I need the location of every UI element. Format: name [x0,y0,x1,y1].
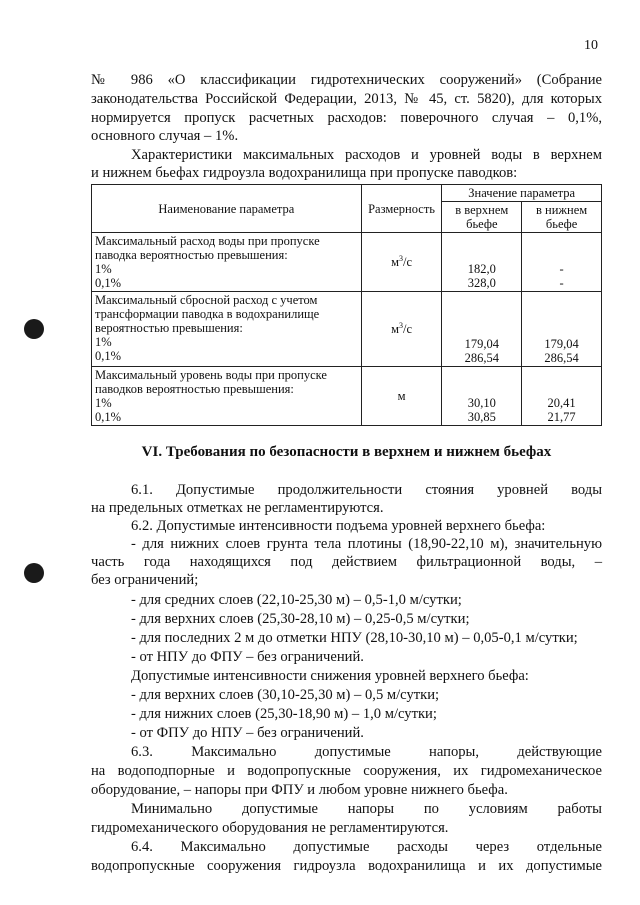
body-line: Минимально допустимые напоры по условиям работы [131,801,602,817]
unit-base: м [391,322,399,336]
unit-base: м [397,389,406,403]
body-line: часть года находящихся под действием фильтрационной воды, – [91,554,602,570]
param-name-line: Максимальный уровень воды при пропуске [95,368,327,382]
param-name-line: трансформации паводка в водохранилище [95,307,320,321]
lower-value: - [559,262,564,276]
unit-sup: 3 [398,320,403,330]
intro-line: нормируется пропуск расчетных расходов: поверочного случая – 0,1%, [91,110,602,126]
table-row [92,233,602,292]
lower-value-cell [522,367,602,426]
col-header-unit: Размерность [361,185,442,233]
upper-value: 30,85 [467,410,496,424]
body-line: 6.1. Допустимые продолжительности стояния уровней воды [131,482,602,498]
col-header-upper: в верхнем бьефе [442,202,522,233]
body-line: 6.3. Максимально допустимые напоры, действующие [131,744,602,760]
col-header-value: Значение параметра [442,185,602,202]
param-name-cell [92,233,362,292]
unit-base: м [391,255,399,269]
unit-tail: /с [402,255,413,269]
upper-value: 30,10 [467,396,496,410]
upper-value: 179,04 [464,337,499,351]
body-line: без ограничений; [91,572,199,588]
unit-sup: 3 [398,253,403,263]
parameters-table [91,184,602,426]
body-line: - от ФПУ до НПУ – без ограничений. [131,725,364,741]
param-name-line: 0,1% [95,349,122,363]
lower-value: 21,77 [547,410,576,424]
unit-tail: /с [402,322,413,336]
unit-cell [361,233,442,292]
param-name-line: паводков вероятностью превышения: [95,382,294,396]
param-name-cell [92,292,362,367]
param-name-line: паводка вероятностью превышения: [95,248,288,262]
page-number: 10 [584,38,598,53]
lower-value: 179,04 [544,337,579,351]
intro-line: законодательства Российской Федерации, 2013, № 45, ст. 5820), для которых [91,91,602,107]
table-intro-line: Характеристики максимальных расходов и уровней воды в верхнем [131,147,602,163]
upper-value-cell [442,292,522,367]
body-line: - для верхних слоев (25,30-28,10 м) – 0,25-0,5 м/сутки; [131,611,470,627]
body-line: на водоподпорные и водопропускные сооружения, их гидромеханическое [91,763,602,779]
table-row [92,367,602,426]
section-heading: VI. Требования по безопасности в верхнем и нижнем бьефах [141,444,552,460]
body-line: 6.4. Максимально допустимые расходы через отдельные [131,839,602,855]
upper-value-cell [442,367,522,426]
table-intro-line: и нижнем бьефах гидроузла водохранилища при пропуске паводков: [91,165,518,181]
body-line: - для средних слоев (22,10-25,30 м) – 0,5-1,0 м/сутки; [131,592,462,608]
intro-line: № 986 «О классификации гидротехнических сооружений» (Собрание [91,72,602,88]
body-line: гидромеханического оборудования не регламентируются. [91,820,449,836]
param-name-line: 1% [95,396,112,410]
param-name-line: Максимальный расход воды при пропуске [95,234,320,248]
punch-hole-marker [24,563,44,583]
body-line: оборудование, – напоры при ФПУ и любом уровне нижнего бьефа. [91,782,508,798]
upper-value: 286,54 [464,351,499,365]
lower-value: 286,54 [544,351,579,365]
body-line: на предельных отметках не регламентируются. [91,500,384,516]
intro-line: основного случая – 1%. [91,128,239,144]
lower-value-cell [522,233,602,292]
lower-value-cell [522,292,602,367]
body-line: водопропускные сооружения гидроузла водохранилища и их допустимые [91,858,602,874]
param-name-line: Максимальный сбросной расход с учетом [95,293,318,307]
table-row [92,292,602,367]
body-line: - для нижних слоев грунта тела плотины (18,90-22,10 м), значительную [131,536,602,552]
param-name-line: 0,1% [95,410,122,424]
param-name-line: 1% [95,335,112,349]
lower-value: 20,41 [547,396,576,410]
body-line: - для последних 2 м до отметки НПУ (28,10-30,10 м) – 0,05-0,1 м/сутки; [131,630,578,646]
upper-value: 182,0 [467,262,496,276]
lower-value: - [559,276,564,290]
upper-value: 328,0 [467,276,496,290]
body-line: - для нижних слоев (25,30-18,90 м) – 1,0 м/сутки; [131,706,437,722]
unit-cell [361,367,442,426]
param-name-cell [92,367,362,426]
upper-value-cell [442,233,522,292]
param-name-line: 1% [95,262,112,276]
body-line: Допустимые интенсивности снижения уровней верхнего бьефа: [131,668,529,684]
param-name-line: 0,1% [95,276,122,290]
unit-cell [361,292,442,367]
param-name-line: вероятностью превышения: [95,321,243,335]
punch-hole-marker [24,319,44,339]
body-line: - от НПУ до ФПУ – без ограничений. [131,649,364,665]
col-header-name: Наименование параметра [92,185,362,233]
col-header-lower: в нижнем бьефе [522,202,602,233]
body-line: 6.2. Допустимые интенсивности подъема уровней верхнего бьефа: [131,518,546,534]
body-line: - для верхних слоев (30,10-25,30 м) – 0,5 м/сутки; [131,687,440,703]
